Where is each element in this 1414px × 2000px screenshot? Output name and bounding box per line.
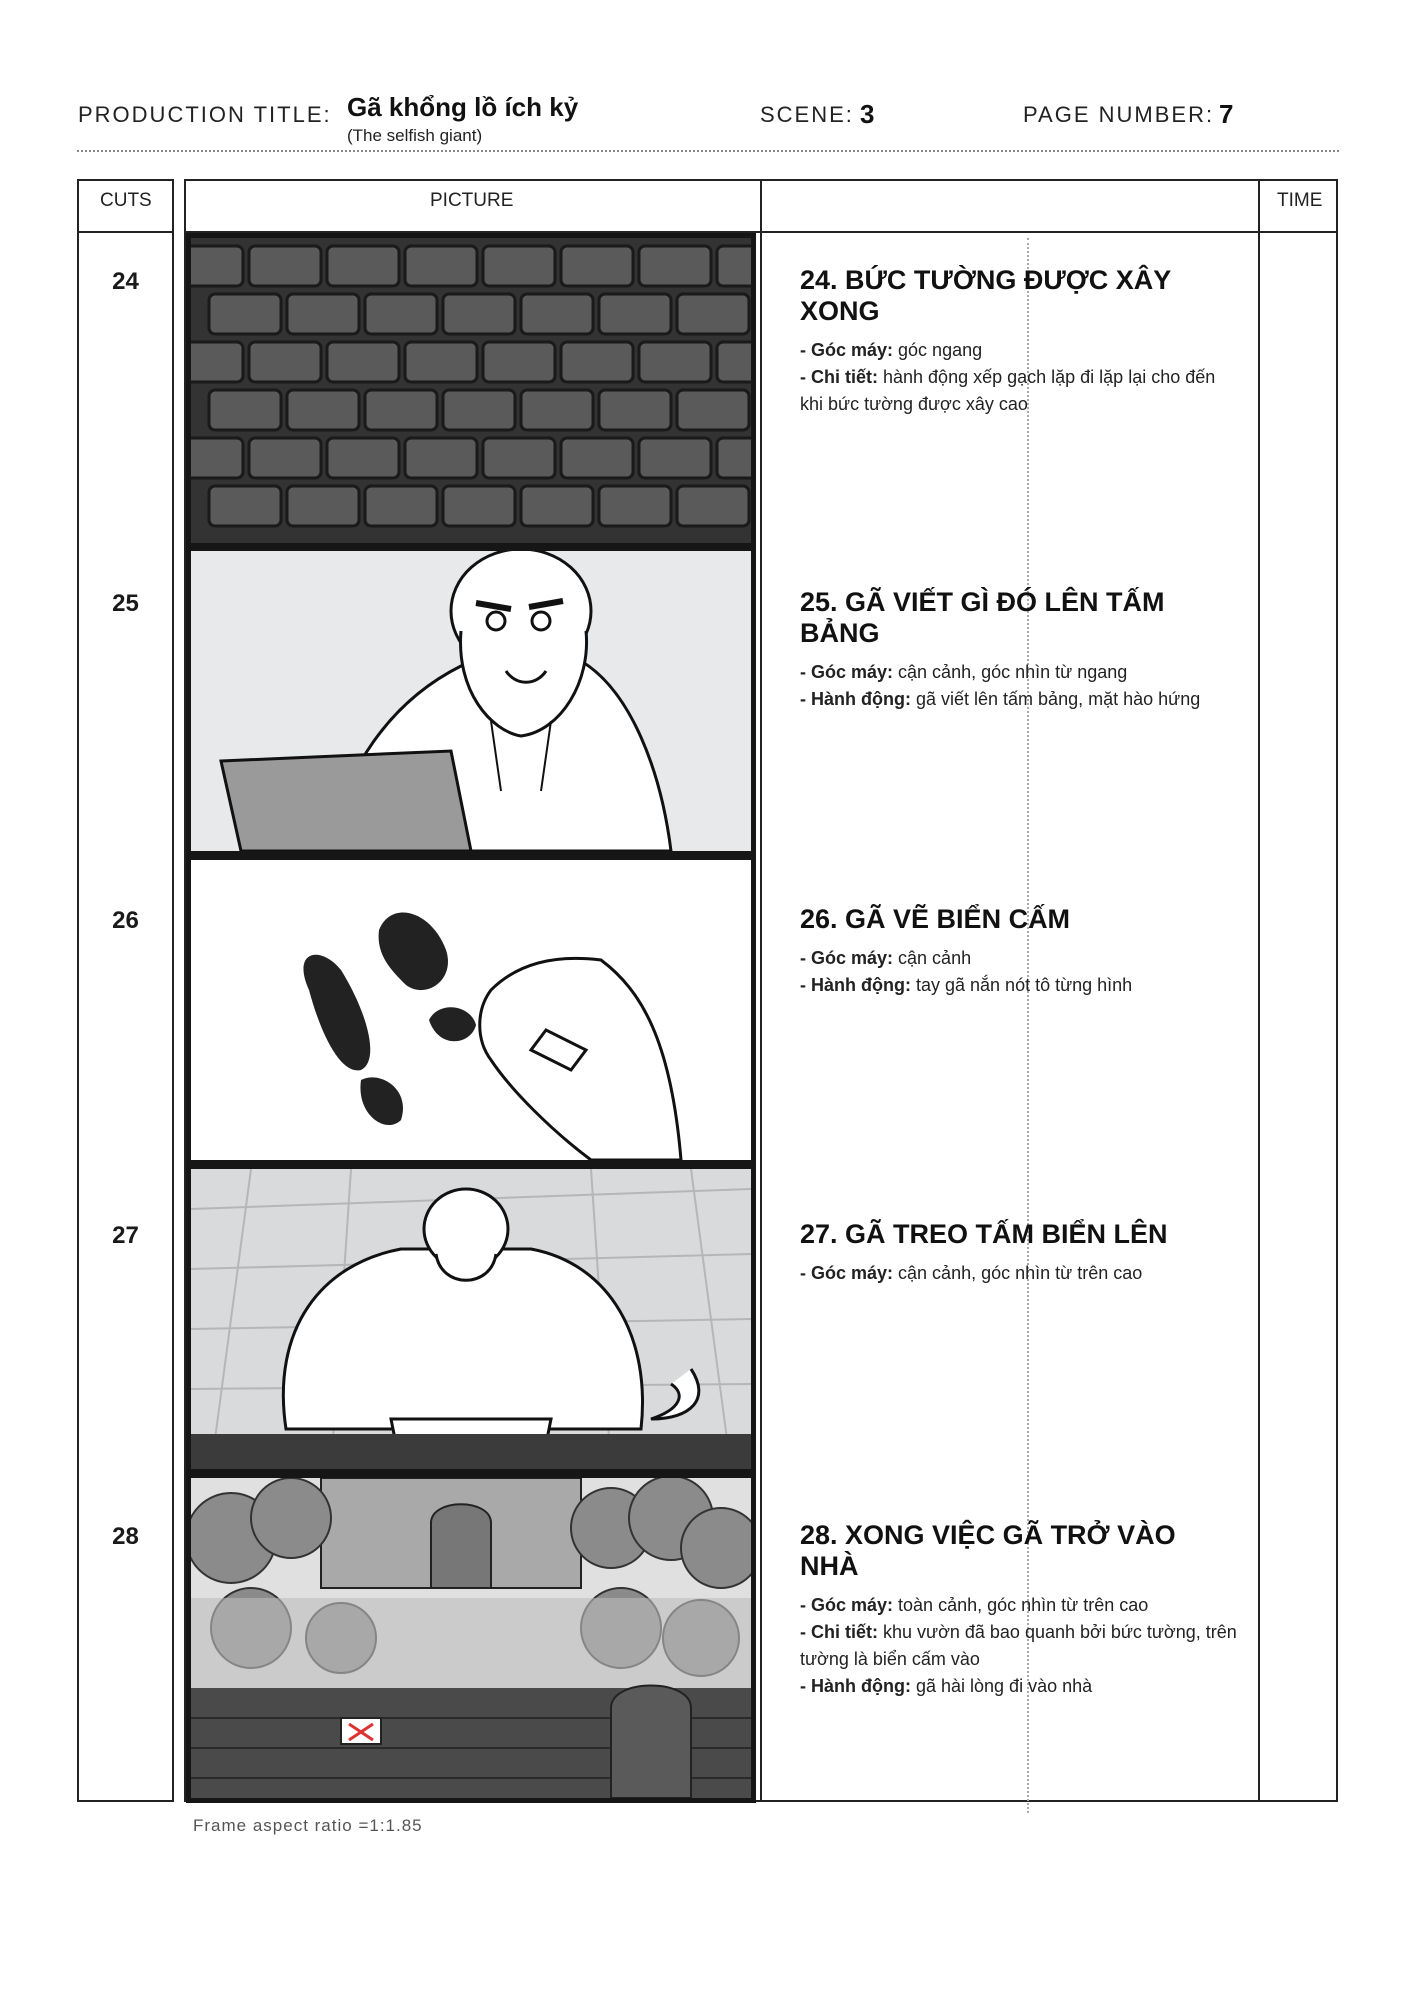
- cut-24-description: [800, 265, 1240, 418]
- panel-drawing-sign: [186, 855, 756, 1165]
- cut-number: 27: [112, 1222, 139, 1249]
- description-line: - Góc máy: cận cảnh, góc nhìn từ ngang: [800, 662, 1128, 682]
- description-line: - Góc máy: góc ngang: [800, 340, 983, 360]
- panel-hanging-sign: [186, 1164, 756, 1474]
- cut-25-description: [800, 587, 1240, 713]
- panel-garden-house: [186, 1473, 756, 1803]
- description-line: - Hành động: tay gã nắn nót tô từng hình: [800, 975, 1133, 995]
- description-line: - Hành động: gã viết lên tấm bảng, mặt hào hứng: [800, 689, 1201, 709]
- description-line: - Góc máy: toàn cảnh, góc nhìn từ trên cao: [800, 1595, 1149, 1615]
- scene-value: 3: [860, 99, 875, 129]
- header-divider: [77, 150, 1339, 152]
- cut-number: 28: [112, 1523, 139, 1550]
- cuts-header-line: [77, 231, 174, 233]
- scene-label: SCENE:: [760, 102, 854, 127]
- cut-number: 26: [112, 907, 139, 934]
- page-number-label: PAGE NUMBER:: [1023, 102, 1215, 127]
- hanging-sign-illustration: [191, 1169, 751, 1469]
- description-line: - Góc máy: cận cảnh: [800, 948, 972, 968]
- giant-writing-illustration: [191, 551, 751, 851]
- frame-aspect-ratio-note: Frame aspect ratio =1:1.85: [193, 1816, 423, 1835]
- cuts-column: [77, 179, 174, 1802]
- picture-column-header: PICTURE: [430, 190, 514, 211]
- cut-28-description: [800, 1520, 1240, 1700]
- description-line: - Chi tiết: khu vườn đã bao quanh bởi bức tường, trên tường là biển cấm vào: [800, 1622, 1237, 1669]
- cuts-column-header: CUTS: [100, 190, 152, 211]
- cut-title: 25. GÃ VIẾT GÌ ĐÓ LÊN TẤM BẢNG: [800, 587, 1165, 648]
- page-number-value: 7: [1219, 99, 1234, 129]
- column-divider-1: [760, 179, 762, 1802]
- cut-title: 28. XONG VIỆC GÃ TRỞ VÀO NHÀ: [800, 1520, 1176, 1581]
- cut-26-description: [800, 904, 1240, 999]
- description-line: - Chi tiết: hành động xếp gạch lặp đi lặp lại cho đến khi bức tường được xây cao: [800, 367, 1216, 414]
- cut-27-description: [800, 1219, 1240, 1287]
- drawing-sign-illustration: [191, 860, 751, 1160]
- column-divider-2: [1258, 179, 1260, 1802]
- description-line: - Góc máy: cận cảnh, góc nhìn từ trên cao: [800, 1263, 1143, 1283]
- cut-number: 24: [112, 268, 139, 295]
- panel-brick-wall: [186, 233, 756, 548]
- garden-house-illustration: [191, 1478, 751, 1798]
- cut-title: 24. BỨC TƯỜNG ĐƯỢC XÂY XONG: [800, 265, 1171, 326]
- description-line: - Hành động: gã hài lòng đi vào nhà: [800, 1676, 1093, 1696]
- brick-wall-illustration: [191, 238, 751, 543]
- panel-giant-writing: [186, 546, 756, 856]
- production-subtitle: (The selfish giant): [347, 126, 483, 145]
- cut-number: 25: [112, 590, 139, 617]
- cut-title: 27. GÃ TREO TẤM BIỂN LÊN: [800, 1219, 1168, 1249]
- production-title-label: PRODUCTION TITLE:: [78, 102, 332, 127]
- cut-title: 26. GÃ VẼ BIỂN CẤM: [800, 904, 1071, 934]
- page-header: [0, 0, 1414, 160]
- time-column-header: TIME: [1277, 190, 1323, 211]
- production-title: Gã khổng lồ ích kỷ: [347, 92, 579, 122]
